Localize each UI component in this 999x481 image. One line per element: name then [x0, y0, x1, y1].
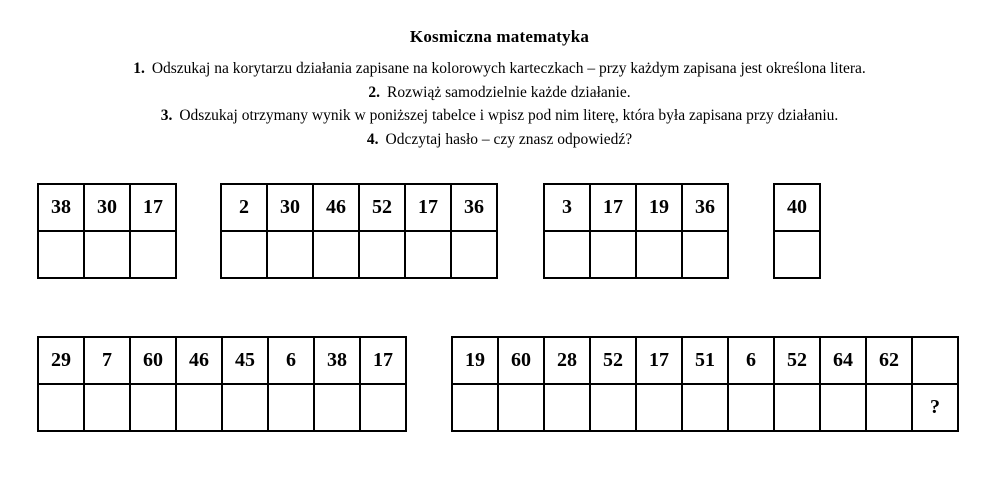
result-cell: 36	[451, 184, 497, 231]
results-row	[221, 184, 497, 231]
instruction-1-number: 1.	[133, 60, 145, 77]
instructions-list	[0, 57, 999, 151]
result-cell: 17	[636, 337, 682, 384]
page-title: Kosmiczna matematyka	[409, 27, 590, 46]
instruction-3-number: 3.	[160, 107, 173, 124]
letters-row	[38, 384, 406, 431]
result-cell: 52	[590, 337, 636, 384]
result-cell: 3	[544, 184, 590, 231]
answer-table-6	[451, 336, 959, 432]
answer-cell	[176, 384, 222, 431]
results-row	[38, 184, 176, 231]
result-cell	[912, 337, 958, 384]
result-cell: 51	[682, 337, 728, 384]
result-cell: 17	[590, 184, 636, 231]
result-cell: 52	[359, 184, 405, 231]
result-cell: 64	[820, 337, 866, 384]
result-cell: 60	[130, 337, 176, 384]
result-cell: 17	[360, 337, 406, 384]
result-cell: 19	[636, 184, 682, 231]
result-cell: 52	[774, 337, 820, 384]
answer-cell	[774, 231, 820, 278]
answer-cell	[130, 231, 176, 278]
instruction-3-text: Odszukaj otrzymany wynik w poniższej tabelce i wpisz pod nim literę, która była zapisana przy działaniu.	[179, 107, 839, 124]
answer-cell	[866, 384, 912, 431]
answer-table-1	[37, 183, 177, 279]
answer-cell	[267, 231, 313, 278]
instruction-2-text: Rozwiąż samodzielnie każde działanie.	[387, 83, 631, 101]
answer-cell	[452, 384, 498, 431]
results-row	[452, 337, 958, 384]
answer-cell	[268, 384, 314, 431]
answer-cell	[682, 384, 728, 431]
result-cell: 30	[84, 184, 130, 231]
answer-cell	[682, 231, 728, 278]
result-cell: 46	[176, 337, 222, 384]
letters-row	[544, 231, 728, 278]
results-row	[38, 337, 406, 384]
answer-cell	[313, 231, 359, 278]
letters-row	[452, 384, 958, 431]
answer-cell	[590, 231, 636, 278]
result-cell: 28	[544, 337, 590, 384]
answer-table-3	[543, 183, 729, 279]
answer-cell	[130, 384, 176, 431]
answer-cell	[636, 384, 682, 431]
instruction-2-number: 2.	[368, 83, 381, 101]
answer-cell	[774, 384, 820, 431]
answer-cell	[84, 384, 130, 431]
answer-cell	[38, 384, 84, 431]
result-cell: 62	[866, 337, 912, 384]
result-cell: 36	[682, 184, 728, 231]
answer-cell	[38, 231, 84, 278]
answer-cell	[314, 384, 360, 431]
answer-cell	[544, 384, 590, 431]
answer-cell	[359, 231, 405, 278]
answer-cell	[636, 231, 682, 278]
answer-cell	[405, 231, 451, 278]
letters-row	[38, 231, 176, 278]
answer-cell	[221, 231, 267, 278]
result-cell: 17	[130, 184, 176, 231]
letters-row	[774, 231, 820, 278]
answer-cell	[84, 231, 130, 278]
result-cell: 30	[267, 184, 313, 231]
instruction-1	[0, 57, 999, 81]
result-cell: 46	[313, 184, 359, 231]
instruction-4-number: 4.	[366, 130, 379, 148]
instruction-1-text: Odszukaj na korytarzu działania zapisane na kolorowych karteczkach – przy każdym zapisana jest określona litera.	[151, 60, 866, 77]
result-cell: 6	[268, 337, 314, 384]
instruction-2	[0, 81, 999, 105]
answer-cell	[222, 384, 268, 431]
answer-cell	[360, 384, 406, 431]
result-cell: 60	[498, 337, 544, 384]
answer-table-5	[37, 336, 407, 432]
result-cell: 45	[222, 337, 268, 384]
result-cell: 6	[728, 337, 774, 384]
answer-cell	[728, 384, 774, 431]
instruction-4	[0, 128, 999, 152]
results-row	[774, 184, 820, 231]
answer-cell	[590, 384, 636, 431]
letters-row	[221, 231, 497, 278]
result-cell: 29	[38, 337, 84, 384]
answer-cell	[451, 231, 497, 278]
result-cell: 38	[314, 337, 360, 384]
answer-cell	[498, 384, 544, 431]
instruction-4-text: Odczytaj hasło – czy znasz odpowiedź?	[385, 130, 633, 148]
result-cell: 7	[84, 337, 130, 384]
result-cell: 19	[452, 337, 498, 384]
answer-cell: ?	[912, 384, 958, 431]
answer-cell	[544, 231, 590, 278]
results-row	[544, 184, 728, 231]
result-cell: 17	[405, 184, 451, 231]
instruction-3	[0, 104, 999, 128]
result-cell: 38	[38, 184, 84, 231]
result-cell: 2	[221, 184, 267, 231]
answer-cell	[820, 384, 866, 431]
answer-table-4	[773, 183, 821, 279]
answer-table-2	[220, 183, 498, 279]
result-cell: 40	[774, 184, 820, 231]
